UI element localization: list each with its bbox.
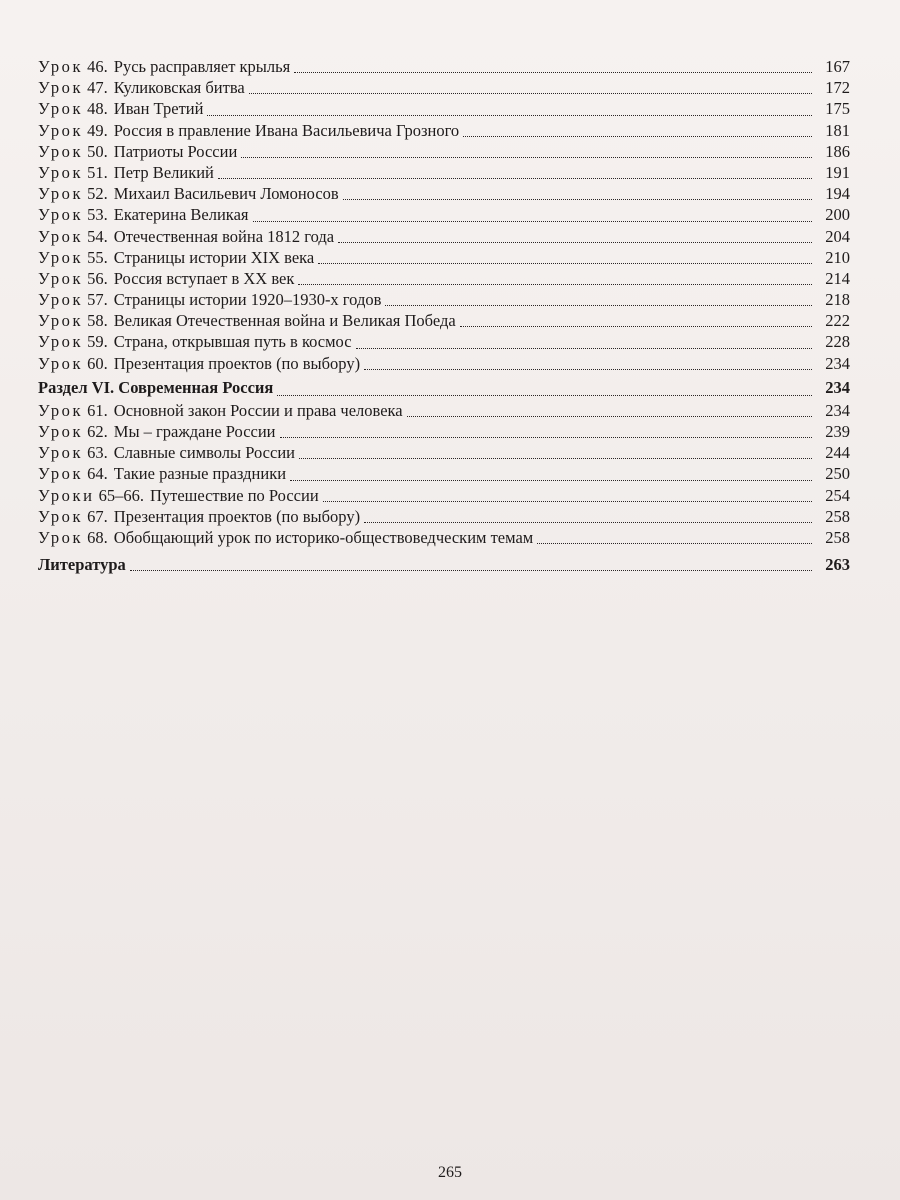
dot-leader [249, 93, 812, 94]
toc-lesson-prefix: Урок [38, 141, 84, 161]
toc-lesson-prefix: Урок [38, 290, 84, 310]
toc-entry [38, 463, 850, 484]
toc-lesson-number: 62. [87, 422, 108, 441]
toc-lesson-number: 57. [87, 290, 108, 310]
toc-lesson-number: 67. [87, 506, 108, 526]
toc-heading-text: Литература [38, 555, 126, 575]
dot-leader [343, 199, 812, 200]
page-number: 265 [438, 1164, 462, 1181]
toc-entry [38, 421, 850, 442]
toc-lesson-prefix: Урок [38, 527, 84, 547]
toc-lesson-prefix: Урок [38, 57, 84, 76]
toc-entry [38, 120, 850, 141]
toc-page-number: 234 [825, 377, 850, 397]
toc-lesson-number: 53. [87, 205, 108, 225]
toc-lesson-title: Россия в правление Ивана Васильевича Грозного [113, 120, 460, 140]
toc-page-number: 244 [825, 443, 850, 463]
toc-lesson-title: Такие разные праздники [113, 464, 287, 484]
dot-leader [385, 305, 812, 306]
dot-leader [277, 395, 812, 396]
toc-lesson-title: Иван Третий [113, 99, 204, 119]
toc-entry [38, 442, 850, 463]
toc-lesson-prefix: Урок [38, 311, 84, 331]
toc-entry [38, 506, 850, 527]
toc-lesson-prefix: Урок [38, 99, 84, 119]
toc-page-number: 172 [825, 78, 850, 98]
toc-entry [38, 353, 850, 374]
toc-lesson-prefix: Урок [38, 422, 84, 441]
toc-lesson-number: 65–66. [98, 485, 144, 505]
toc-lesson-number: 61. [87, 400, 108, 420]
toc-entry [38, 485, 850, 506]
toc-entry [38, 98, 850, 119]
toc-heading-text: Раздел VI. Современная Россия [38, 377, 274, 397]
toc-page-number: 181 [825, 120, 850, 140]
dot-leader [290, 480, 812, 481]
toc-lesson-title: Россия вступает в XX век [113, 268, 295, 288]
toc-lesson-prefix: Урок [38, 205, 84, 225]
toc-page-number: 167 [825, 57, 850, 76]
toc-entry [38, 310, 850, 331]
dot-leader [323, 501, 812, 502]
toc-page-number: 234 [825, 353, 850, 373]
toc-lesson-prefix: Урок [38, 332, 84, 352]
toc-page-number: 258 [825, 527, 850, 547]
toc-lesson-number: 52. [87, 184, 108, 204]
dot-leader [294, 72, 812, 73]
toc-page-number: 239 [825, 422, 850, 441]
toc-lesson-title: Обобщающий урок по историко-обществоведческим темам [113, 527, 534, 547]
dot-leader [356, 348, 812, 349]
toc-lesson-prefix: Урок [38, 464, 84, 484]
dot-leader [537, 543, 812, 544]
toc-lesson-title: Страна, открывшая путь в космос [113, 332, 352, 352]
toc-page-number: 214 [825, 268, 850, 288]
dot-leader [460, 326, 812, 327]
toc-lesson-number: 51. [87, 162, 108, 182]
toc-lesson-number: 59. [87, 332, 108, 352]
toc-page-number: 218 [825, 290, 850, 310]
toc-page-number: 204 [825, 226, 850, 246]
toc-lesson-prefix: Урок [38, 184, 84, 204]
toc-lesson-title: Отечественная война 1812 года [113, 226, 335, 246]
toc-entry [38, 400, 850, 421]
toc-lesson-title: Екатерина Великая [113, 205, 249, 225]
toc-entry [38, 77, 850, 98]
toc-entry [38, 141, 850, 162]
toc-lesson-title: Презентация проектов (по выбору) [113, 353, 361, 373]
toc-lesson-prefix: Урок [38, 400, 84, 420]
toc-entry [38, 56, 850, 77]
toc-lesson-prefix: Урок [38, 506, 84, 526]
toc-lesson-title: Михаил Васильевич Ломоносов [113, 184, 339, 204]
toc-lesson-number: 60. [87, 353, 108, 373]
toc-entry [38, 247, 850, 268]
toc-page-number: 228 [825, 332, 850, 352]
dot-leader [298, 284, 812, 285]
toc-page-number: 191 [825, 162, 850, 182]
toc-entry [38, 331, 850, 352]
toc-page-number: 194 [825, 184, 850, 204]
toc-lesson-title: Куликовская битва [113, 78, 245, 98]
toc-lesson-title: Мы – граждане России [113, 422, 276, 441]
toc-lesson-title: Страницы истории XIX века [113, 247, 315, 267]
toc-lesson-title: Путешествие по России [149, 485, 319, 505]
dot-leader [318, 263, 812, 264]
toc-lesson-prefix: Урок [38, 120, 84, 140]
toc-lesson-number: 63. [87, 443, 108, 463]
toc-lesson-title: Петр Великий [113, 162, 214, 182]
toc-lesson-title: Русь расправляет крылья [113, 57, 291, 76]
toc-page-number: 222 [825, 311, 850, 331]
toc-page-number: 234 [825, 400, 850, 420]
toc-lesson-prefix: Урок [38, 443, 84, 463]
toc-page-number: 258 [825, 506, 850, 526]
dot-leader [241, 157, 812, 158]
dot-leader [299, 458, 812, 459]
toc-page-number: 250 [825, 464, 850, 484]
toc-lesson-number: 49. [87, 120, 108, 140]
dot-leader [338, 242, 812, 243]
toc-lesson-prefix: Урок [38, 226, 84, 246]
toc-lesson-prefix: Урок [38, 268, 84, 288]
dot-leader [280, 437, 812, 438]
toc-lesson-number: 54. [87, 226, 108, 246]
toc-lesson-prefix: Урок [38, 78, 84, 98]
toc-lesson-number: 58. [87, 311, 108, 331]
table-of-contents [38, 56, 850, 575]
toc-entry [38, 527, 850, 548]
toc-lesson-number: 56. [87, 268, 108, 288]
dot-leader [253, 221, 813, 222]
toc-entry [38, 183, 850, 204]
toc-page-number: 200 [825, 205, 850, 225]
toc-lesson-title: Основной закон России и права человека [113, 400, 403, 420]
toc-page-number: 186 [825, 141, 850, 161]
dot-leader [130, 570, 812, 571]
toc-lesson-number: 55. [87, 247, 108, 267]
dot-leader [407, 416, 812, 417]
toc-lesson-title: Славные символы России [113, 443, 295, 463]
toc-literature-entry [38, 554, 850, 575]
toc-page-number: 175 [825, 99, 850, 119]
toc-lesson-title: Великая Отечественная война и Великая Победа [113, 311, 456, 331]
toc-page-number: 254 [825, 485, 850, 505]
toc-lesson-prefix: Урок [38, 353, 84, 373]
toc-lesson-number: 50. [87, 141, 108, 161]
toc-lesson-title: Патриоты России [113, 141, 238, 161]
dot-leader [364, 369, 812, 370]
toc-page-number: 210 [825, 247, 850, 267]
toc-page-number: 263 [825, 555, 850, 575]
toc-entry [38, 162, 850, 183]
toc-entry [38, 289, 850, 310]
dot-leader [218, 178, 812, 179]
toc-lesson-number: 48. [87, 99, 108, 119]
toc-lesson-number: 64. [87, 464, 108, 484]
toc-section-heading [38, 376, 850, 400]
toc-lesson-number: 46. [87, 57, 108, 76]
toc-lesson-title: Презентация проектов (по выбору) [113, 506, 361, 526]
toc-entry [38, 226, 850, 247]
toc-lesson-prefix: Уроки [38, 485, 95, 505]
toc-lesson-number: 47. [87, 78, 108, 98]
toc-lesson-number: 68. [87, 527, 108, 547]
toc-entry [38, 268, 850, 289]
toc-entry [38, 204, 850, 225]
dot-leader [463, 136, 812, 137]
dot-leader [364, 522, 812, 523]
toc-lesson-prefix: Урок [38, 247, 84, 267]
toc-lesson-prefix: Урок [38, 162, 84, 182]
dot-leader [207, 115, 812, 116]
toc-lesson-title: Страницы истории 1920–1930-х годов [113, 290, 382, 310]
